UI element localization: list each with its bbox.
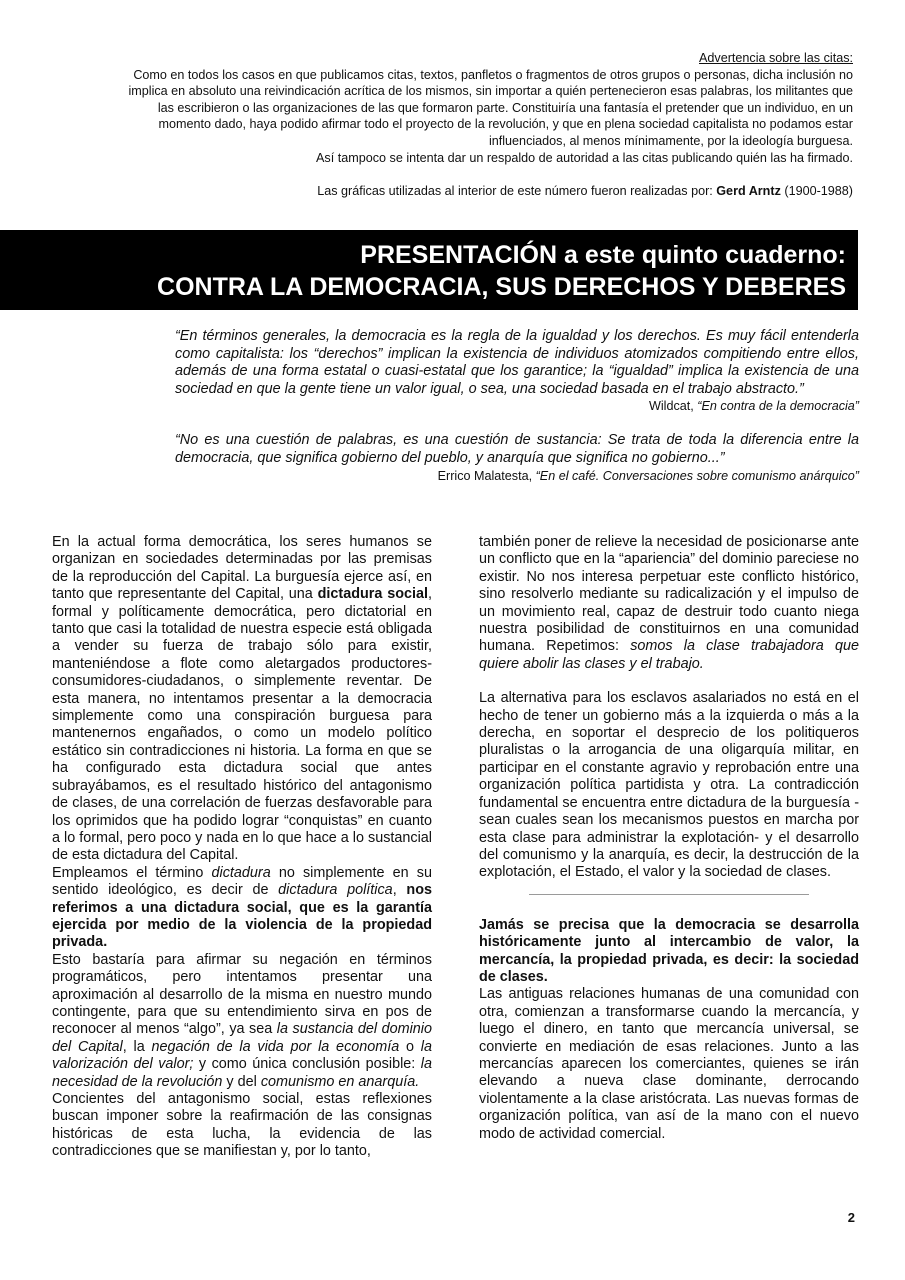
quote-attribution: Errico Malatesta, “En el café. Conversaciones sobre comunismo anárquico” xyxy=(437,468,859,483)
notice-line: influenciados, al menos mínimamente, por la ideología burguesa. xyxy=(488,133,853,148)
notice-line: Como en todos los casos en que publicamos citas, textos, panfletos o fragmentos de otros grupos o personas, dicha inclusión no xyxy=(133,67,853,82)
notice-heading: Advertencia sobre las citas: xyxy=(699,51,853,65)
quote-text: “En términos generales, la democracia es la regla de la igualdad y los derechos. Es muy fácil entenderla como capitalista: los “derechos” implican la existencia de individuos atomizados compitiendo entre ellos, además de una forma estatal o cuasi-estatal que los garantice; la “igualdad” implica la existencia de una sociedad en que la gente tiene un valor igual, o sea, una sociedad basada en el trabajo abstracto.” xyxy=(175,328,859,397)
paragraph: En la actual forma democrática, los seres humanos se organizan en sociedades determinadas por las premisas de la reproducción del Capital. La burguesía ejerce así, en tanto que representante del Capital, una dictadura social, formal y políticamente democrática, pero dictatorial en tanto que casi la totalidad de nuestra especie está obligada a vender su fuerza de trabajo sólo para existir, manteniéndose a flote como aletargados productores-consumidores-ciudadanos, o simplemente reventar. De esta manera, no intentamos presentar a la democracia simplemente como una conspiración burguesa para mantenernos engañados, o como un modelo político estático sin contradicciones ni historia. La forma en que se ha configurado esta dictadura social que antes subrayábamos, es el resultado histórico del antagonismo de clases, de una correlación de fuerzas desfavorable para los oprimidos que ha podido lograr “conquistas” en cuanto a lo formal, pero poco y nada en lo que hace a lo sustancial de esta dictadura del Capital. xyxy=(52,534,432,864)
quote-attribution: Wildcat, “En contra de la democracia” xyxy=(649,399,859,414)
epigraphs xyxy=(175,328,859,484)
quote-text: “No es una cuestión de palabras, es una cuestión de sustancia: Se trata de toda la diferencia entre la democracia, que significa gobierno del pueblo, y anarquía que significa no gobierno...” xyxy=(175,432,859,466)
graphics-credits: Las gráficas utilizadas al interior de este número fueron realizadas por: Gerd Arntz (1900-1988) xyxy=(317,184,853,199)
right-column xyxy=(479,534,859,1143)
paragraph: La alternativa para los esclavos asalariados no está en el hecho de tener un gobierno más a la izquierda o más a la derecha, en soportar el desprecio de los politiqueros pluralistas o la arrogancia de una oligarquía militar, en participar en el constante agravio y reprobación entre una organización política partidista y otra. La contradicción fundamental se encuentra entre dictadura de la burguesía -sean cuales sean los mecanismos puestos en marcha por esta clase para administrar la explotación- y el desarrollo del comunismo y la anarquía, es decir, la destrucción de la explotación, el Estado, el valor y la sociedad de clases. xyxy=(479,690,859,881)
left-column xyxy=(52,534,432,1161)
notice-line: las escribieron o las organizaciones de las que formaron parte. Constituiría una fantasía el pretender que un individuo, en un xyxy=(157,100,853,115)
page-number: 2 xyxy=(847,1210,855,1225)
section-divider xyxy=(529,894,809,895)
section-lead: Jamás se precisa que la democracia se desarrolla históricamente junto al intercambio de valor, la mercancía, la propiedad privada, es decir: la sociedad de clases. xyxy=(479,916,859,985)
paragraph: Esto bastaría para afirmar su negación en términos programáticos, pero intentamos presentar una aproximación al desarrollo de la misma en nuestro mundo contingente, para que su entendimiento sirva en pos de reconocer al menos “algo”, ya sea la sustancia del dominio del Capital, la negación de la vida por la economía o la valorización del valor; y como única conclusión posible: la necesidad de la revolución y del comunismo en anarquía. xyxy=(52,951,432,1090)
epigraph-malatesta xyxy=(175,432,859,483)
title-line-1: PRESENTACIÓN a este quinto cuaderno: xyxy=(360,241,846,269)
paragraph: Empleamos el término dictadura no simplemente en su sentido ideológico, es decir de dictadura política, nos referimos a una dictadura social, que es la garantía ejercida por medio de la violencia de la propiedad privada. xyxy=(52,864,432,951)
paragraph: Las antiguas relaciones humanas de una comunidad con otra, comienzan a transformarse cuando la mercancía, y luego el dinero, en tanto que mercancía universal, se convierte en mediación de esas relaciones. Junto a las mercancías aparecen los comerciantes, quienes se irán elevando a nueva clase dominante, derrocando violentamente a la clase aristócrata. Las nuevas formas de organización política, van así de la mano con el nuevo modo de actividad comercial. xyxy=(479,986,859,1142)
title-banner xyxy=(0,230,858,310)
paragraph: también poner de relieve la necesidad de posicionarse ante un conflicto que en la “apariencia” del dominio pareciese no existir. No nos interesa perpetuar este conflicto histórico, sino resolverlo mediante su radicalización y el impulso de un movimiento real, capaz de destruir todo cuanto niega nuestra posibilidad de constituirnos en una comunidad humana. Repetimos: somos la clase trabajadora que quiere abolir las clases y el trabajo. xyxy=(479,534,860,672)
notice-line: Así tampoco se intenta dar un respaldo de autoridad a las citas publicando quién las ha firmado. xyxy=(316,150,853,165)
notice-line: momento dado, haya podido afirmar todo el proyecto de la revolución, y que en plena sociedad capitalista no podamos estar xyxy=(158,117,853,132)
title-line-2: CONTRA LA DEMOCRACIA, SUS DERECHOS Y DEBERES xyxy=(157,273,846,301)
notice-line: implica en absoluto una reivindicación acrítica de los mismos, sin importar a quién pertenecieron esas palabras, los militantes que xyxy=(128,84,853,99)
citation-notice xyxy=(50,50,853,200)
paragraph: Concientes del antagonismo social, estas reflexiones buscan imponer sobre la reafirmación de las consignas históricas de esta lucha, la evidencia de las contradicciones que se manifiestan y, por lo tanto, xyxy=(52,1091,432,1160)
artist-name: Gerd Arntz xyxy=(716,184,781,199)
epigraph-wildcat xyxy=(175,328,859,414)
